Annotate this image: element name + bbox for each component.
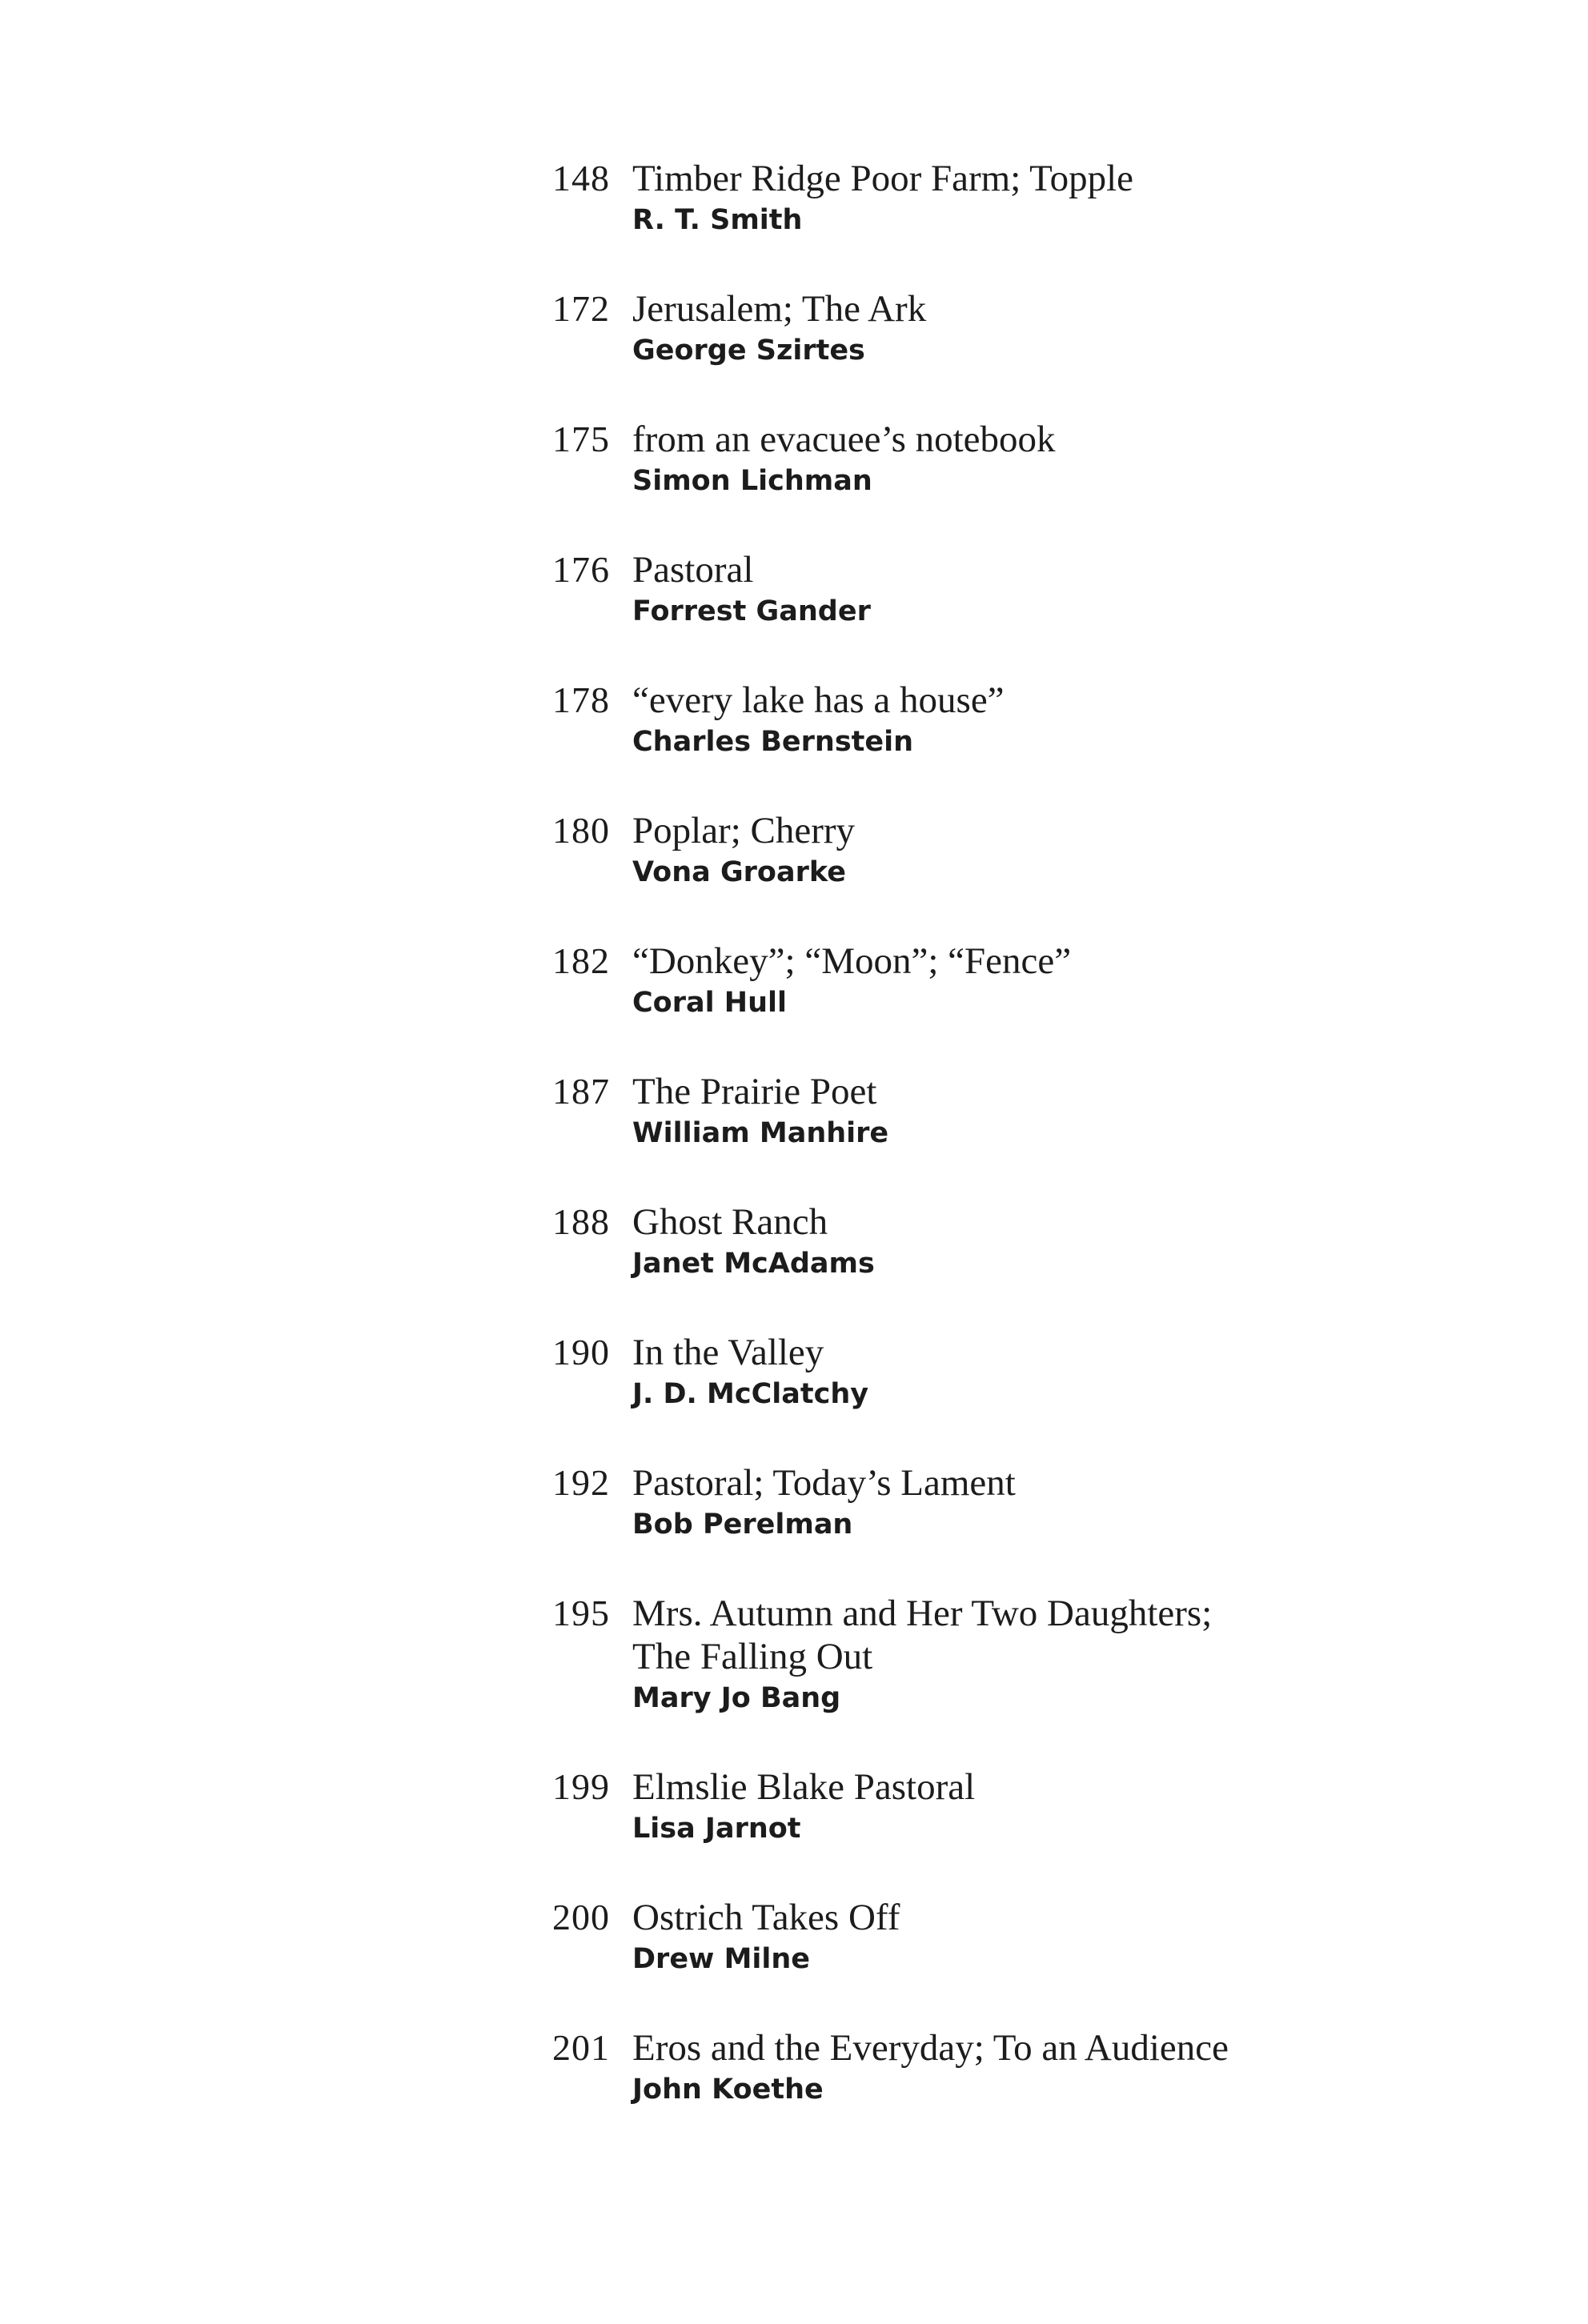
poem-title: Pastoral <box>632 549 754 591</box>
toc-entry[interactable] <box>552 1200 1353 1284</box>
toc-entry[interactable] <box>552 1896 1353 1979</box>
toc-entry[interactable] <box>552 679 1353 762</box>
poet-name: Bob Perelman <box>632 1509 853 1541</box>
page-number: 182 <box>552 940 610 981</box>
page-number: 200 <box>552 1897 610 1937</box>
page-number: 190 <box>552 1332 610 1372</box>
poet-name: R. T. Smith <box>632 204 803 236</box>
toc-entry[interactable] <box>552 1461 1353 1545</box>
poet-name: John Koethe <box>632 2074 824 2106</box>
poem-title: Mrs. Autumn and Her Two Daughters; The Falling Out <box>632 1593 1213 1677</box>
poet-name: Mary Jo Bang <box>632 1682 841 1714</box>
poem-title: “Donkey”; “Moon”; “Fence” <box>632 940 1072 982</box>
page-number: 192 <box>552 1462 610 1503</box>
toc-entry[interactable] <box>552 1592 1353 1718</box>
toc-entry[interactable] <box>552 548 1353 631</box>
page-number: 180 <box>552 810 610 851</box>
poem-title: from an evacuee’s notebook <box>632 419 1056 460</box>
page-number: 172 <box>552 288 610 329</box>
page-number: 148 <box>552 158 610 198</box>
page-number: 178 <box>552 679 610 720</box>
poem-title: In the Valley <box>632 1332 824 1373</box>
toc-entry[interactable] <box>552 940 1353 1023</box>
poem-title: The Prairie Poet <box>632 1071 877 1112</box>
toc-entry[interactable] <box>552 2026 1353 2110</box>
poem-title: Eros and the Everyday; To an Audience <box>632 2027 1229 2069</box>
page-number: 201 <box>552 2027 610 2068</box>
poem-title: Ostrich Takes Off <box>632 1897 900 1938</box>
page-number: 175 <box>552 419 610 459</box>
poet-name: Forrest Gander <box>632 595 871 627</box>
poet-name: Coral Hull <box>632 987 787 1019</box>
toc-entry[interactable] <box>552 1070 1353 1153</box>
table-of-contents <box>552 157 1353 2157</box>
poet-name: Drew Milne <box>632 1943 811 1975</box>
poet-name: William Manhire <box>632 1117 889 1149</box>
poem-title: Elmslie Blake Pastoral <box>632 1766 976 1808</box>
poet-name: J. D. McClatchy <box>632 1378 869 1410</box>
page-number: 188 <box>552 1201 610 1242</box>
page-number: 199 <box>552 1766 610 1807</box>
page-number: 187 <box>552 1071 610 1112</box>
poem-title: Poplar; Cherry <box>632 810 856 851</box>
poet-name: Charles Bernstein <box>632 726 914 758</box>
poet-name: Lisa Jarnot <box>632 1813 801 1845</box>
poem-title: Jerusalem; The Ark <box>632 288 927 330</box>
toc-entry[interactable] <box>552 1765 1353 1849</box>
toc-entry[interactable] <box>552 809 1353 892</box>
toc-entry[interactable] <box>552 418 1353 501</box>
poem-title: Timber Ridge Poor Farm; Topple <box>632 158 1134 199</box>
page-number: 176 <box>552 549 610 590</box>
page-number: 195 <box>552 1593 610 1633</box>
toc-entry[interactable] <box>552 157 1353 240</box>
poem-title: Pastoral; Today’s Lament <box>632 1462 1016 1504</box>
toc-entry[interactable] <box>552 287 1353 371</box>
poet-name: George Szirtes <box>632 335 865 367</box>
poet-name: Janet McAdams <box>632 1248 875 1280</box>
poem-title: “every lake has a house” <box>632 679 1005 721</box>
poet-name: Vona Groarke <box>632 856 846 888</box>
poet-name: Simon Lichman <box>632 465 872 497</box>
poem-title: Ghost Ranch <box>632 1201 828 1243</box>
toc-entry[interactable] <box>552 1331 1353 1414</box>
